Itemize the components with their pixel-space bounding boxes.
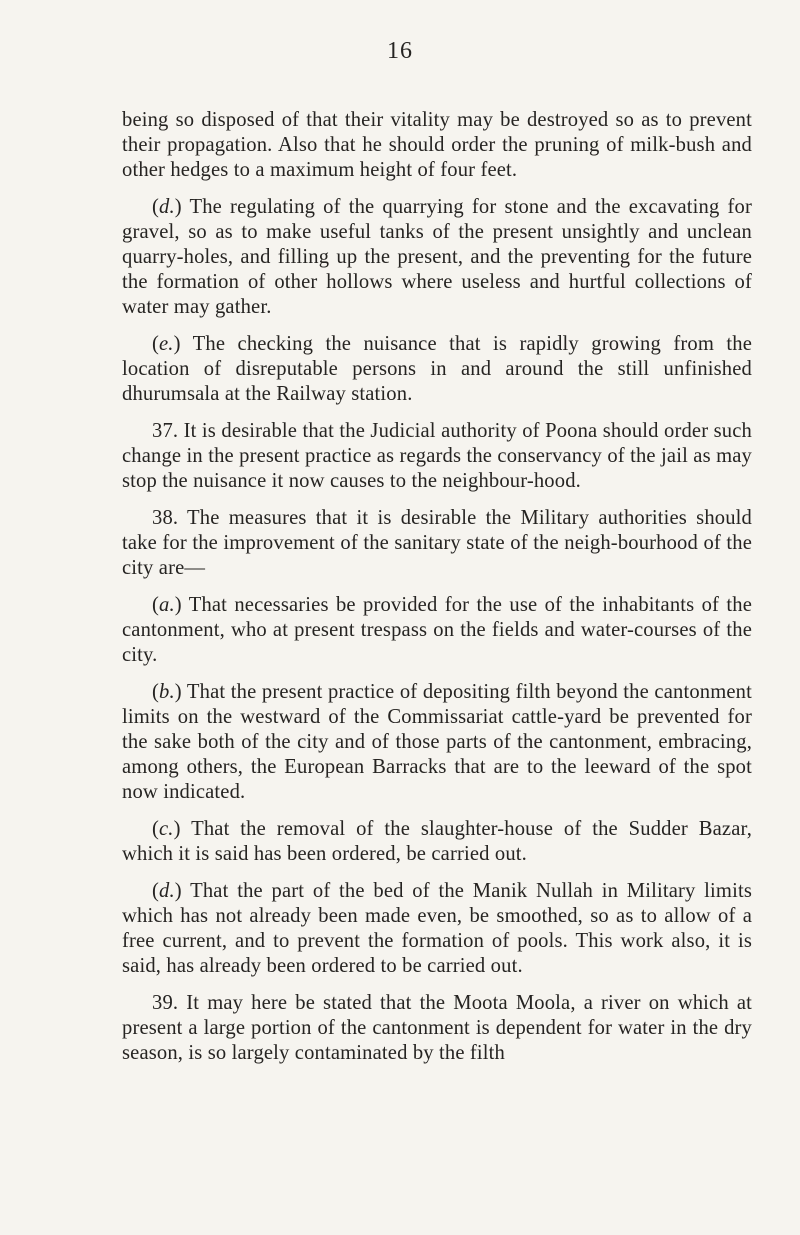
paragraph-text: The checking the nuisance that is rapidly growing from the location of disreputable persons in and around the still unfinished dhurumsala at the Railway station.	[122, 333, 752, 405]
document-body	[122, 108, 752, 1078]
paragraph-item-d-military	[122, 879, 752, 979]
paragraph-37	[122, 419, 752, 494]
paragraph-39	[122, 991, 752, 1066]
paragraph-text: 37. It is desirable that the Judicial authority of Poona should order such change in the present practice as regards the conservancy of the jail as may stop the nuisance it now causes to the neighbour-hood.	[122, 420, 752, 492]
item-label: (c.)	[152, 818, 181, 840]
paragraph-text: 39. It may here be stated that the Moota Moola, a river on which at present a large portion of the cantonment is dependent for water in the dry season, is so largely contaminated by the filth	[122, 992, 752, 1064]
paragraph-text: being so disposed of that their vitality may be destroyed so as to prevent their propagation. Also that he should order the pruning of milk-bush and other hedges to a maximum height of four feet.	[122, 109, 752, 181]
paragraph-continuation	[122, 108, 752, 183]
paragraph-item-c	[122, 817, 752, 867]
paragraph-text: That the removal of the slaughter-house of the Sudder Bazar, which it is said has been ordered, be carried out.	[122, 818, 752, 865]
item-label: (d.)	[152, 196, 182, 218]
paragraph-item-b	[122, 680, 752, 805]
item-label: (b.)	[152, 681, 182, 703]
paragraph-text: The regulating of the quarrying for stone and the excavating for gravel, so as to make useful tanks of the present unsightly and unclean quarry-holes, and filling up the present, and the preventing for the future the formation of other hollows where useless and hurtful collections of water may gather.	[122, 196, 752, 318]
item-label: (a.)	[152, 594, 182, 616]
item-label: (e.)	[152, 333, 181, 355]
paragraph-38	[122, 506, 752, 581]
paragraph-text: That the part of the bed of the Manik Nullah in Military limits which has not already been made even, be smoothed, so as to allow of a free current, and to prevent the formation of pools. This work also, it is said, has already been ordered to be carried out.	[122, 880, 752, 977]
paragraph-text: That necessaries be provided for the use of the inhabitants of the cantonment, who at present trespass on the fields and water-courses of the city.	[122, 594, 752, 666]
item-label: (d.)	[152, 880, 182, 902]
paragraph-item-e	[122, 332, 752, 407]
paragraph-text: 38. The measures that it is desirable the Military authorities should take for the improvement of the sanitary state of the neigh-bourhood of the city are—	[122, 507, 752, 579]
page-number: 16	[387, 38, 413, 64]
paragraph-item-d	[122, 195, 752, 320]
paragraph-item-a	[122, 593, 752, 668]
paragraph-text: That the present practice of depositing filth beyond the cantonment limits on the westward of the Commissariat cattle-yard be prevented for the sake both of the city and of those parts of the cantonment, embracing, among others, the European Barracks that are to the leeward of the spot now indicated.	[122, 681, 752, 803]
